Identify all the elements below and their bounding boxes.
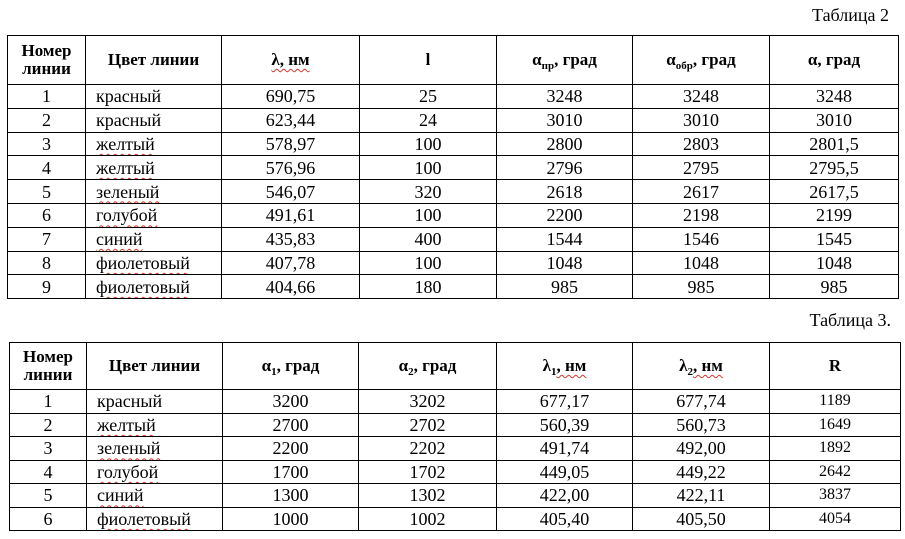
cell-l: 400 bbox=[360, 227, 497, 251]
cell-line-color bbox=[86, 227, 222, 251]
cell-line-number: 9 bbox=[8, 275, 86, 299]
cell-alpha: 2617,5 bbox=[770, 180, 899, 204]
cell-line-color bbox=[86, 251, 222, 275]
cell-lambda2: 449,22 bbox=[633, 460, 770, 484]
header-alpha2 bbox=[359, 343, 497, 390]
header-line-number: Номер линии bbox=[10, 343, 87, 390]
line-color-text: зеленый bbox=[97, 438, 161, 459]
header-alpha1 bbox=[223, 343, 359, 390]
cell-lambda1: 422,00 bbox=[497, 484, 633, 508]
cell-line-number: 5 bbox=[8, 180, 86, 204]
cell-wavelength: 435,83 bbox=[222, 227, 360, 251]
cell-alpha-obr: 1546 bbox=[633, 227, 770, 251]
line-color-text: фиолетовый bbox=[96, 252, 190, 273]
line-color-text: фиолетовый bbox=[96, 276, 190, 297]
diffraction-resolution-table bbox=[9, 342, 901, 531]
cell-line-color bbox=[86, 180, 222, 204]
line-color-text: голубой bbox=[96, 205, 158, 226]
cell-alpha-pr: 2200 bbox=[497, 203, 633, 227]
cell-line-number: 4 bbox=[8, 156, 86, 180]
line-color-text: фиолетовый bbox=[97, 508, 191, 529]
cell-wavelength: 404,66 bbox=[222, 275, 360, 299]
table3-header-row bbox=[10, 343, 901, 390]
cell-resolution: 2642 bbox=[770, 460, 901, 484]
cell-line-color bbox=[87, 484, 223, 508]
cell-alpha1: 1700 bbox=[223, 460, 359, 484]
cell-line-number: 2 bbox=[8, 108, 86, 132]
cell-lambda2: 405,50 bbox=[633, 507, 770, 531]
lambda1-unit: , нм bbox=[556, 356, 587, 375]
cell-l: 100 bbox=[360, 156, 497, 180]
cell-alpha-pr: 2618 bbox=[497, 180, 633, 204]
cell-alpha-pr: 2796 bbox=[497, 156, 633, 180]
alpha-pr-unit: , град bbox=[554, 50, 597, 69]
cell-lambda1: 560,39 bbox=[497, 413, 633, 437]
table-row bbox=[8, 180, 899, 204]
table-row bbox=[10, 507, 901, 531]
cell-l: 25 bbox=[360, 85, 497, 109]
cell-resolution: 1649 bbox=[770, 413, 901, 437]
alpha-obr-subscript: обр bbox=[675, 60, 693, 72]
line-color-text: голубой bbox=[97, 461, 159, 482]
cell-resolution: 4054 bbox=[770, 507, 901, 531]
cell-alpha2: 1002 bbox=[359, 507, 497, 531]
table-row bbox=[10, 390, 901, 414]
alpha2-symbol: α bbox=[398, 356, 409, 375]
table-row bbox=[8, 227, 899, 251]
cell-alpha: 1545 bbox=[770, 227, 899, 251]
cell-line-color bbox=[86, 203, 222, 227]
header-line-color: Цвет линии bbox=[86, 36, 222, 85]
cell-l: 100 bbox=[360, 132, 497, 156]
header-resolution: R bbox=[770, 343, 901, 390]
line-color-text: желтый bbox=[97, 414, 156, 435]
cell-wavelength: 407,78 bbox=[222, 251, 360, 275]
cell-alpha: 3010 bbox=[770, 108, 899, 132]
cell-alpha1: 3200 bbox=[223, 390, 359, 414]
cell-resolution: 3837 bbox=[770, 484, 901, 508]
cell-wavelength: 623,44 bbox=[222, 108, 360, 132]
table2-body bbox=[8, 85, 899, 299]
header-line-number: Номер линии bbox=[8, 36, 86, 85]
alpha1-symbol: α bbox=[261, 356, 272, 375]
alpha2-subscript: 2 bbox=[408, 366, 414, 378]
cell-alpha1: 2700 bbox=[223, 413, 359, 437]
cell-alpha: 3248 bbox=[770, 85, 899, 109]
cell-line-number: 2 bbox=[10, 413, 87, 437]
cell-line-color bbox=[87, 507, 223, 531]
cell-line-number: 1 bbox=[8, 85, 86, 109]
cell-alpha-pr: 1048 bbox=[497, 251, 633, 275]
cell-wavelength: 491,61 bbox=[222, 203, 360, 227]
cell-lambda1: 449,05 bbox=[497, 460, 633, 484]
cell-line-color bbox=[86, 156, 222, 180]
cell-resolution: 1892 bbox=[770, 437, 901, 461]
cell-line-number: 6 bbox=[10, 507, 87, 531]
line-color-text: желтый bbox=[96, 157, 155, 178]
table-row bbox=[8, 85, 899, 109]
cell-lambda2: 492,00 bbox=[633, 437, 770, 461]
spectral-lines-table bbox=[7, 35, 899, 299]
cell-alpha-obr: 2198 bbox=[633, 203, 770, 227]
cell-alpha2: 2702 bbox=[359, 413, 497, 437]
alpha-obr-symbol: α bbox=[666, 50, 676, 69]
cell-alpha-obr: 3248 bbox=[633, 85, 770, 109]
cell-lambda1: 405,40 bbox=[497, 507, 633, 531]
table-row bbox=[8, 203, 899, 227]
cell-alpha2: 1302 bbox=[359, 484, 497, 508]
table-row bbox=[8, 132, 899, 156]
cell-lambda1: 677,17 bbox=[497, 390, 633, 414]
cell-resolution: 1189 bbox=[770, 390, 901, 414]
table-row bbox=[10, 413, 901, 437]
header-lambda2 bbox=[633, 343, 770, 390]
cell-line-color bbox=[86, 132, 222, 156]
cell-alpha: 1048 bbox=[770, 251, 899, 275]
cell-alpha: 2801,5 bbox=[770, 132, 899, 156]
cell-l: 100 bbox=[360, 203, 497, 227]
cell-line-color bbox=[87, 460, 223, 484]
header-l: l bbox=[360, 36, 497, 85]
cell-alpha-pr: 3010 bbox=[497, 108, 633, 132]
lambda1-subscript: 1 bbox=[550, 366, 557, 378]
line-color-text: желтый bbox=[96, 133, 155, 154]
wavelength-header-text: λ, нм bbox=[271, 50, 310, 69]
header-alpha-pr bbox=[497, 36, 633, 85]
table-row bbox=[8, 108, 899, 132]
alpha2-unit: , град bbox=[413, 356, 457, 375]
header-alpha: α, град bbox=[770, 36, 899, 85]
cell-alpha-pr: 2800 bbox=[497, 132, 633, 156]
cell-alpha-obr: 1048 bbox=[633, 251, 770, 275]
cell-lambda2: 677,74 bbox=[633, 390, 770, 414]
cell-alpha-obr: 2795 bbox=[633, 156, 770, 180]
cell-alpha-obr: 3010 bbox=[633, 108, 770, 132]
table-row bbox=[8, 251, 899, 275]
cell-line-number: 3 bbox=[10, 437, 87, 461]
lambda2-unit: , нм bbox=[692, 356, 723, 375]
header-line-color: Цвет линии bbox=[87, 343, 223, 390]
cell-line-number: 8 bbox=[8, 251, 86, 275]
cell-alpha-pr: 3248 bbox=[497, 85, 633, 109]
cell-alpha-obr: 985 bbox=[633, 275, 770, 299]
cell-line-number: 3 bbox=[8, 132, 86, 156]
table2-caption: Таблица 2 bbox=[812, 5, 889, 25]
cell-wavelength: 576,96 bbox=[222, 156, 360, 180]
alpha-obr-unit: , град bbox=[692, 50, 736, 69]
header-wavelength bbox=[222, 36, 360, 85]
cell-l: 320 bbox=[360, 180, 497, 204]
lambda2-symbol: λ bbox=[679, 356, 688, 375]
alpha1-unit: , град bbox=[276, 356, 320, 375]
cell-wavelength: 546,07 bbox=[222, 180, 360, 204]
cell-alpha: 985 bbox=[770, 275, 899, 299]
line-color-text: синий bbox=[96, 229, 143, 250]
table-row bbox=[10, 437, 901, 461]
cell-alpha2: 1702 bbox=[359, 460, 497, 484]
cell-line-number: 7 bbox=[8, 227, 86, 251]
cell-alpha2: 3202 bbox=[359, 390, 497, 414]
cell-line-number: 5 bbox=[10, 484, 87, 508]
cell-alpha1: 2200 bbox=[223, 437, 359, 461]
cell-line-color bbox=[87, 413, 223, 437]
line-color-text: синий bbox=[97, 485, 144, 506]
alpha-pr-symbol: α bbox=[532, 50, 542, 69]
cell-alpha1: 1000 bbox=[223, 507, 359, 531]
table-row bbox=[10, 484, 901, 508]
cell-line-number: 4 bbox=[10, 460, 87, 484]
cell-l: 180 bbox=[360, 275, 497, 299]
table-row bbox=[10, 460, 901, 484]
cell-lambda1: 491,74 bbox=[497, 437, 633, 461]
table-row bbox=[8, 275, 899, 299]
cell-alpha: 2199 bbox=[770, 203, 899, 227]
cell-line-color bbox=[87, 437, 223, 461]
line-color-text: зеленый bbox=[96, 181, 160, 202]
header-lambda1 bbox=[497, 343, 633, 390]
cell-alpha1: 1300 bbox=[223, 484, 359, 508]
cell-line-number: 1 bbox=[10, 390, 87, 414]
cell-alpha2: 2202 bbox=[359, 437, 497, 461]
lambda1-symbol: λ bbox=[542, 356, 551, 375]
cell-l: 24 bbox=[360, 108, 497, 132]
cell-alpha-obr: 2617 bbox=[633, 180, 770, 204]
alpha1-subscript: 1 bbox=[271, 366, 277, 378]
table3-body bbox=[10, 390, 901, 531]
cell-line-color: красный bbox=[86, 108, 222, 132]
table3-caption: Таблица 3. bbox=[809, 310, 891, 330]
header-alpha-obr bbox=[633, 36, 770, 85]
cell-line-color: красный bbox=[87, 390, 223, 414]
cell-wavelength: 578,97 bbox=[222, 132, 360, 156]
cell-line-number: 6 bbox=[8, 203, 86, 227]
cell-line-color bbox=[86, 275, 222, 299]
cell-l: 100 bbox=[360, 251, 497, 275]
cell-alpha-pr: 985 bbox=[497, 275, 633, 299]
table2-header-row bbox=[8, 36, 899, 85]
cell-line-color: красный bbox=[86, 85, 222, 109]
cell-lambda2: 560,73 bbox=[633, 413, 770, 437]
table-row bbox=[8, 156, 899, 180]
cell-alpha-obr: 2803 bbox=[633, 132, 770, 156]
cell-wavelength: 690,75 bbox=[222, 85, 360, 109]
lambda2-subscript: 2 bbox=[687, 366, 693, 378]
cell-lambda2: 422,11 bbox=[633, 484, 770, 508]
cell-alpha-pr: 1544 bbox=[497, 227, 633, 251]
cell-alpha: 2795,5 bbox=[770, 156, 899, 180]
alpha-pr-subscript: пр bbox=[541, 60, 555, 72]
